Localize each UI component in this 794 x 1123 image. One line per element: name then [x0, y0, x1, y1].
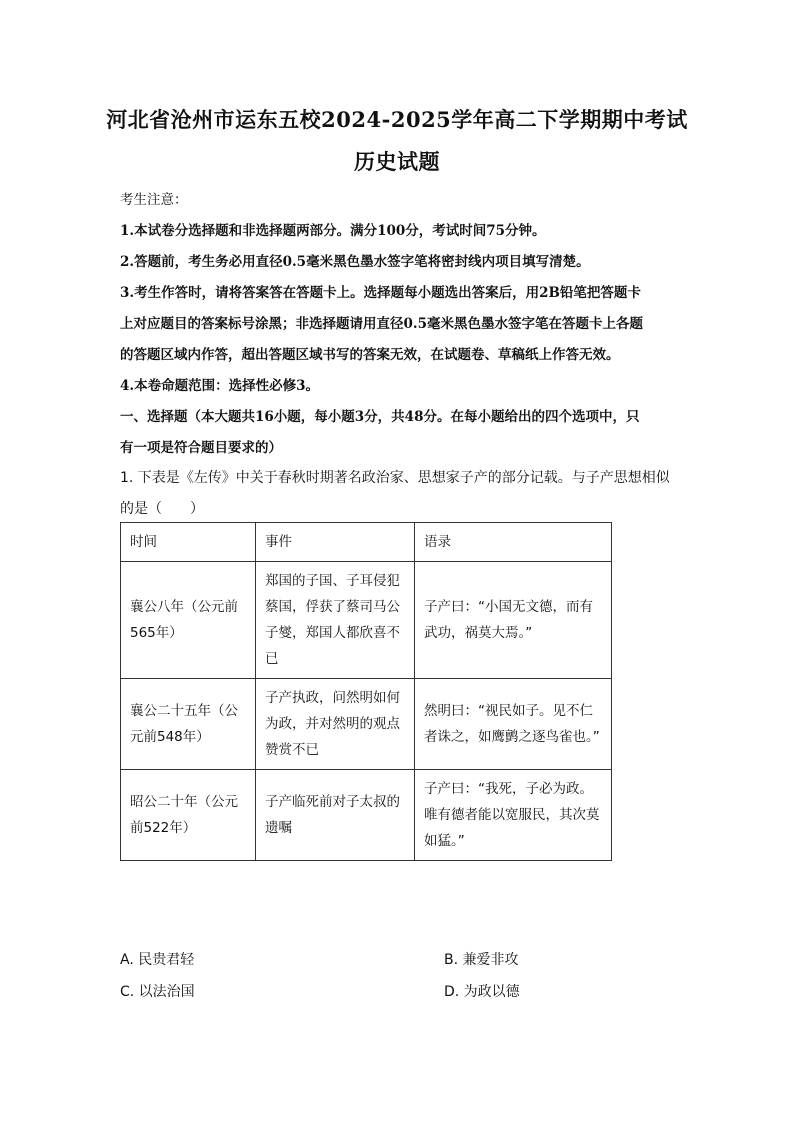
notice-item-3: 3.考生作答时，请将答案答在答题卡上。选择题每小题选出答案后，用2B铅笔把答题卡: [120, 285, 641, 301]
notice-item-4: 4.本卷命题范围：选择性必修3。: [120, 378, 319, 394]
question-stem: 1. 下表是《左传》中关于春秋时期著名政治家、思想家子产的部分记载。与子产思想相似: [120, 470, 670, 486]
table-header-cell: 事件: [256, 523, 415, 562]
option-b: B. 兼爱非攻: [444, 952, 519, 968]
table-cell-event: 子产执政，问然明如何为政，并对然明的观点赞赏不已: [256, 679, 415, 770]
table-row: [121, 679, 612, 770]
option-d: D. 为政以德: [444, 984, 520, 1000]
option-a: A. 民贵君轻: [120, 952, 195, 968]
table-cell-time: 昭公二十年（公元前522年）: [121, 770, 256, 861]
record-table: [120, 522, 612, 861]
table-cell-event: 郑国的子国、子耳侵犯蔡国，俘获了蔡司马公子燮，郑国人都欣喜不已: [256, 562, 415, 679]
table-header-cell: 时间: [121, 523, 256, 562]
exam-title: 河北省沧州市运东五校2024-2025学年高二下学期期中考试: [106, 107, 688, 132]
notice-heading: 考生注意：: [120, 192, 188, 208]
notice-item-2: 2.答题前，考生务必用直径0.5毫米黑色墨水签字笔将密封线内项目填写清楚。: [120, 254, 590, 270]
notice-item-1: 1.本试卷分选择题和非选择题两部分。满分100分，考试时间75分钟。: [120, 223, 546, 239]
section-heading-cont: 有一项是符合题目要求的）: [120, 440, 282, 456]
table-cell-quote: 子产曰：“我死，子必为政。唯有德者能以宽服民，其次莫如猛。”: [415, 770, 612, 861]
notice-item-3-cont: 上对应题目的答案标号涂黑；非选择题请用直径0.5毫米黑色墨水签字笔在答题卡上各题: [120, 316, 643, 332]
table-row: [121, 770, 612, 861]
notice-item-3-cont2: 的答题区域内作答，超出答题区域书写的答案无效，在试题卷、草稿纸上作答无效。: [120, 347, 620, 363]
table-cell-time: 襄公八年（公元前565年）: [121, 562, 256, 679]
table-cell-quote: 子产曰：“小国无文德，而有武功，祸莫大焉。”: [415, 562, 612, 679]
exam-subject-title: 历史试题: [354, 149, 440, 174]
table-cell-quote: 然明曰：“视民如子。见不仁者诛之，如鹰鹯之逐鸟雀也。”: [415, 679, 612, 770]
table-row: [121, 562, 612, 679]
table-header-cell: 语录: [415, 523, 612, 562]
section-heading: 一、选择题（本大题共16小题，每小题3分，共48分。在每小题给出的四个选项中，只: [120, 409, 640, 425]
table-cell-time: 襄公二十五年（公元前548年）: [121, 679, 256, 770]
option-c: C. 以法治国: [120, 984, 195, 1000]
table-cell-event: 子产临死前对子太叔的遗嘱: [256, 770, 415, 861]
question-stem-cont: 的是（ ）: [120, 501, 204, 517]
table-header-row: [121, 523, 612, 562]
